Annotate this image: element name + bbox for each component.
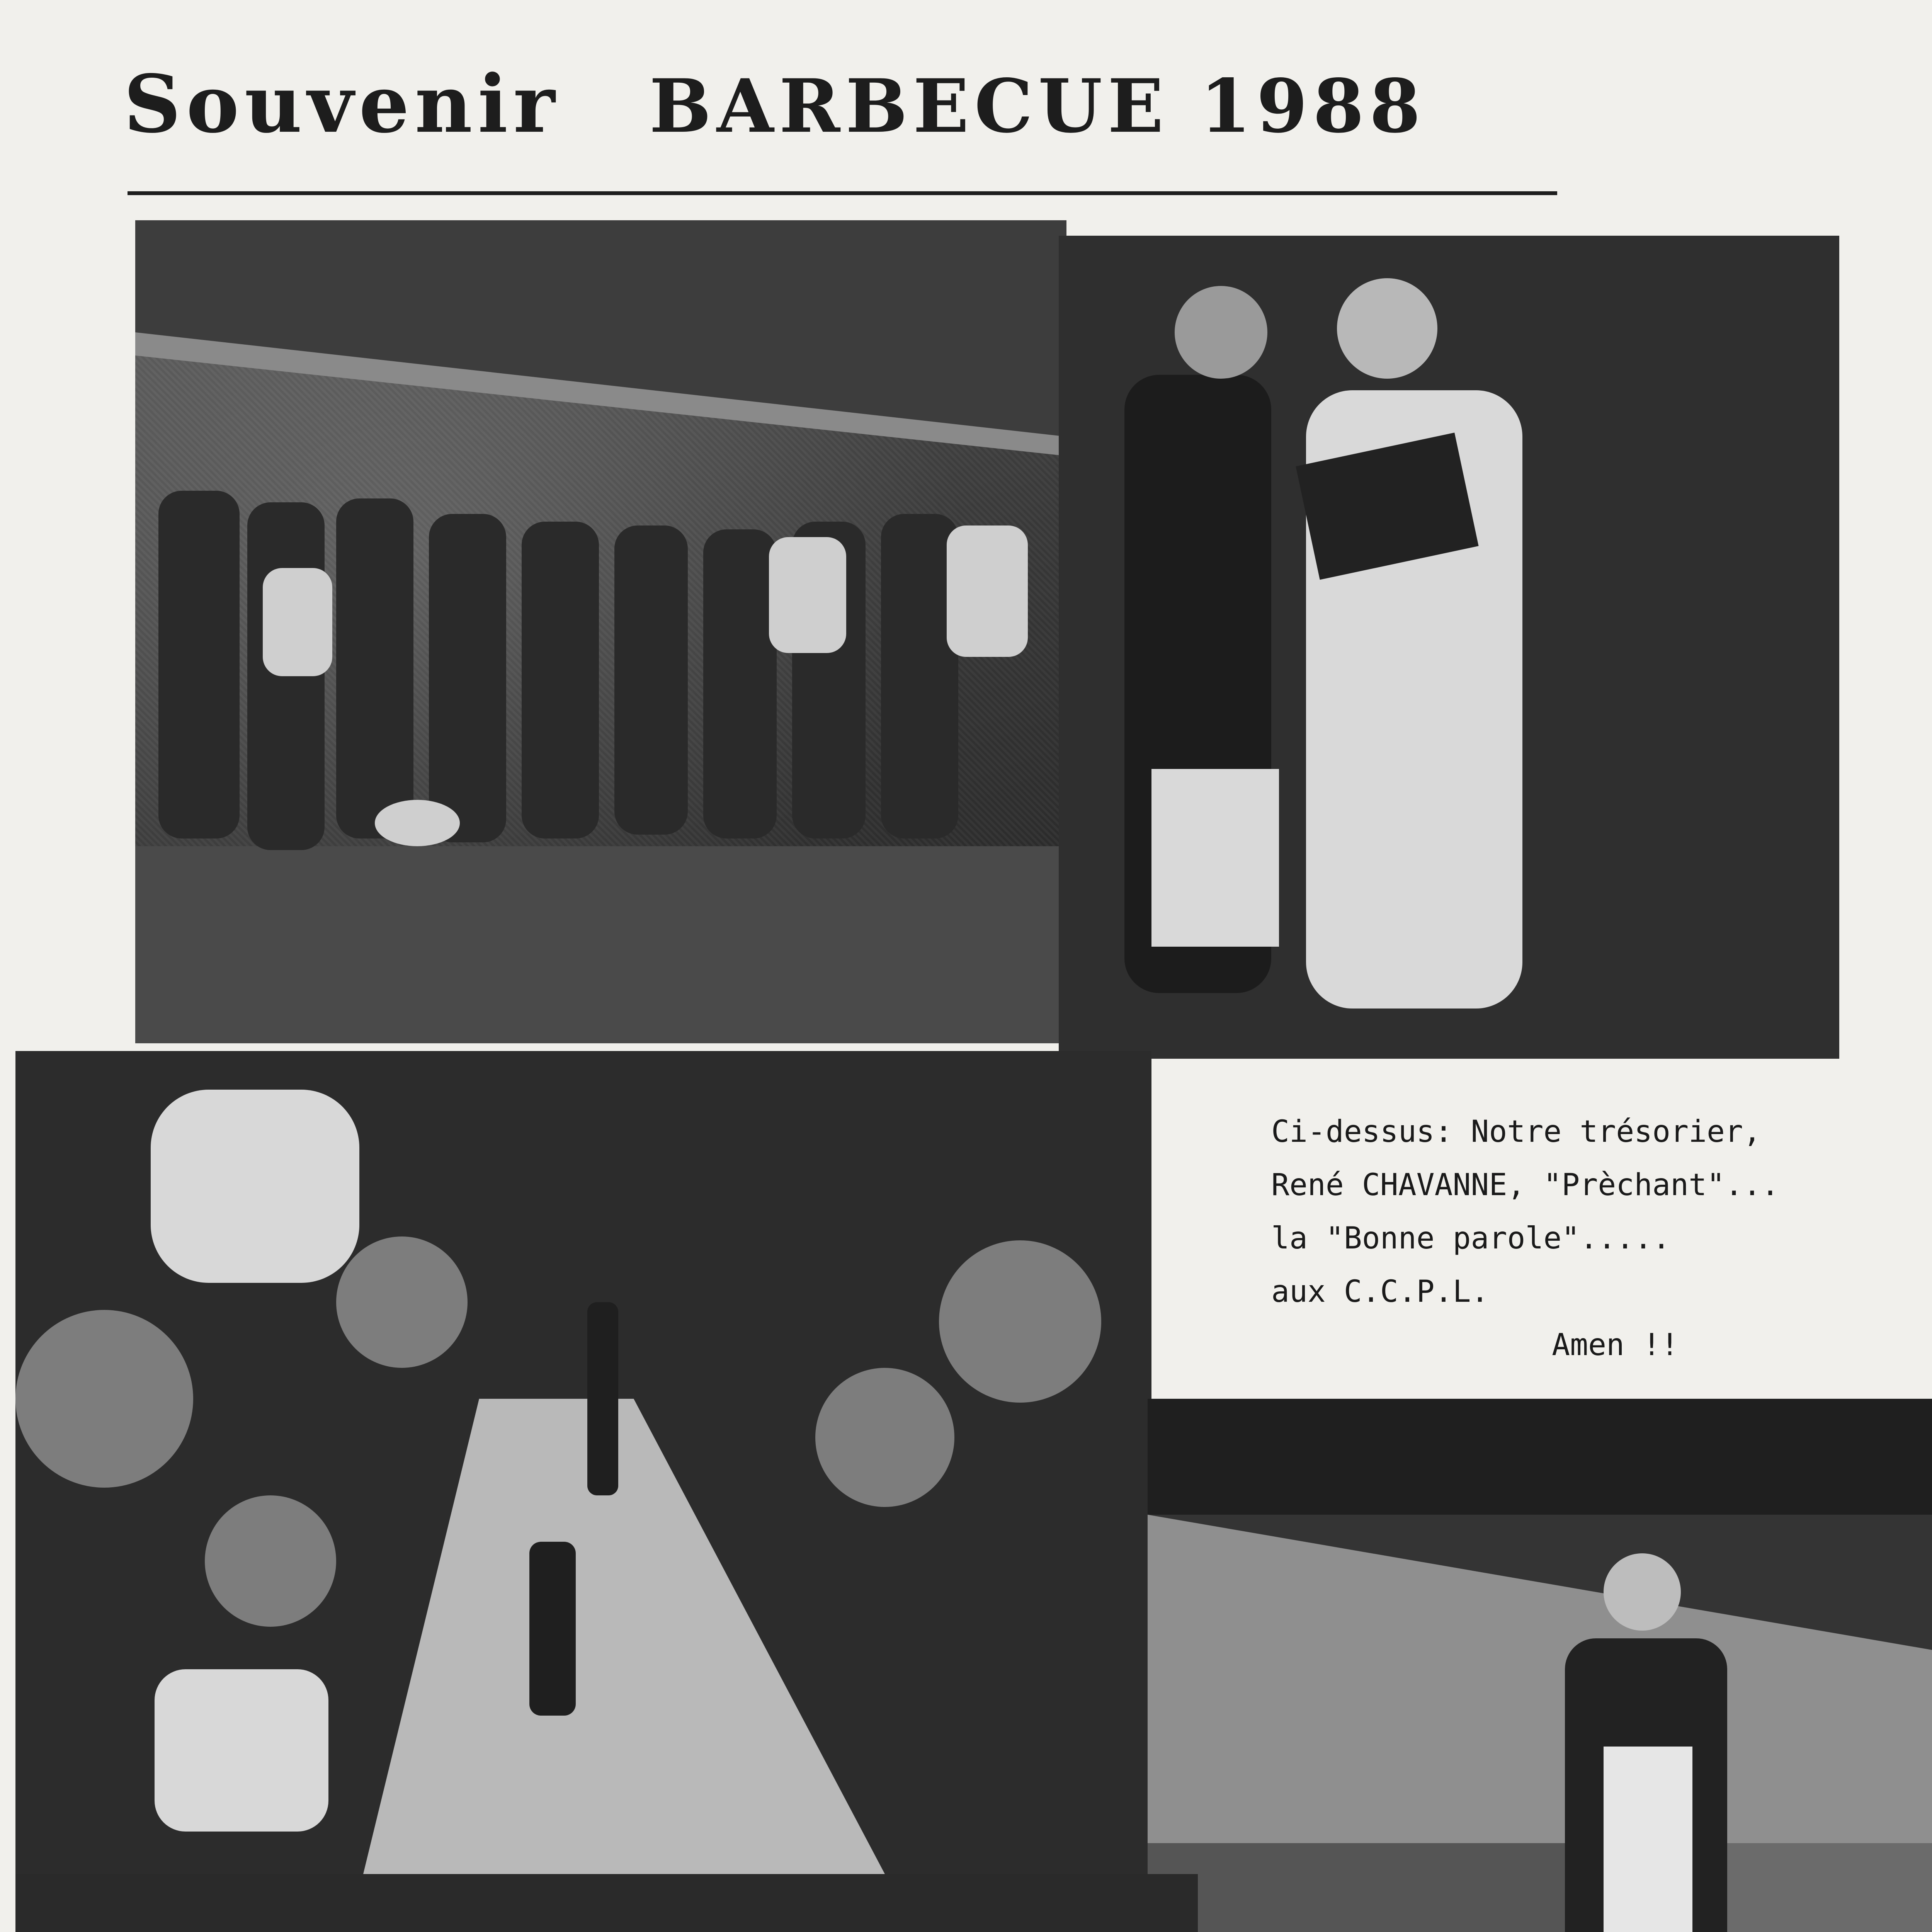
photo-dinner-table-bottom (15, 1874, 1198, 1932)
caption-line: René CHAVANNE, "Prèchant"... (1271, 1168, 1779, 1202)
photo-dinner-table (15, 1051, 1151, 1874)
caption-line: Ci-dessus: Notre trésorier, (1271, 1114, 1761, 1149)
title-underline (128, 191, 1557, 195)
caption-treasurer (1240, 1105, 1779, 1372)
photo-crowd-under-shelter (135, 220, 1066, 1043)
caption-line: Amen !! (1552, 1328, 1679, 1362)
title-barbecue-year: BARBECUE 1988 (649, 63, 1426, 149)
caption-line: aux C.C.P.L. (1271, 1274, 1489, 1309)
page-title (124, 58, 1426, 151)
photo-barbecue-grill (1148, 1399, 1932, 1932)
photo-treasurer-speech (1059, 236, 1839, 1059)
title-souvenir: Souvenir (124, 58, 561, 151)
caption-line: la "Bonne parole"..... (1271, 1221, 1671, 1256)
